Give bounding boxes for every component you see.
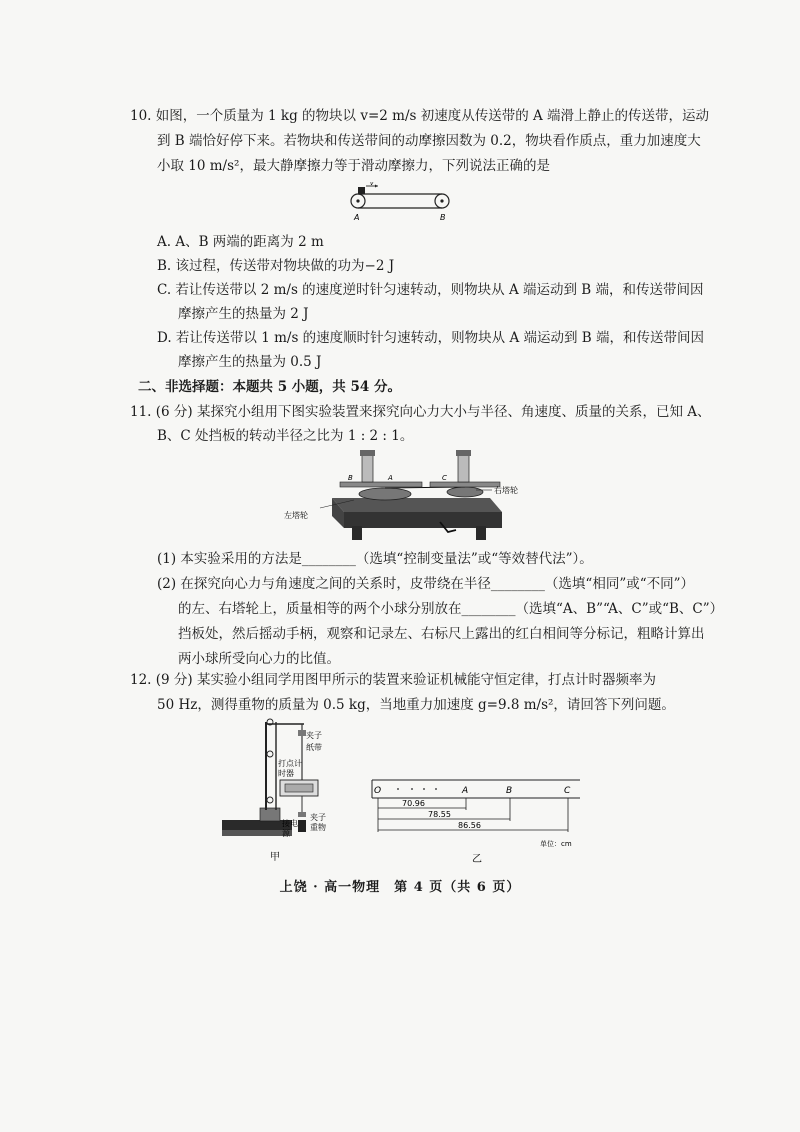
right-tower-pulley: [447, 487, 483, 497]
velocity-arrowhead: [375, 185, 378, 188]
caption-yi: 乙: [472, 854, 482, 865]
label-timer-1: 打点计: [278, 759, 302, 768]
q10-stem-line-2: 到 B 端恰好停下来。若物块和传送带间的动摩擦因数为 0.2，物块看作质点，重力加速度大: [157, 133, 701, 149]
q11-part-1: (1) 本实验采用的方法是________（选填“控制变量法”或“等效替代法”）。: [157, 551, 593, 567]
apparatus-leg-left: [352, 526, 362, 540]
top-clip: [298, 730, 306, 736]
distance-oa: 70.96: [402, 799, 425, 808]
q11-part-2-line-4: 两小球所受向心力的比值。: [178, 651, 340, 667]
q10-option-d-line-2: 摩擦产生的热量为 0.5 J: [178, 354, 322, 370]
baffle-label-b: B: [348, 474, 353, 482]
right-cap: [456, 450, 471, 456]
tape-dot: [397, 788, 399, 790]
q12-stem-line-2: 50 Hz，测得重物的质量为 0.5 kg，当地重力加速度 g=9.8 m/s²，请回答下列问题。: [157, 697, 675, 713]
label-right-tower: 右塔轮: [494, 486, 518, 495]
q11-stem-line-2: B、C 处挡板的转动半径之比为 1 : 2 : 1。: [157, 428, 414, 444]
q10-option-b: B. 该过程，传送带对物块做的功为−2 J: [157, 258, 395, 274]
q10-option-a: A. A、B 两端的距离为 2 m: [157, 234, 324, 250]
label-left-tower: 左塔轮: [284, 511, 308, 520]
tape-dot: [435, 788, 437, 790]
q11-part-2-line-1: (2) 在探究向心力与角速度之间的关系时，皮带绕在半径________（选填“相同”或“不同”）: [157, 576, 695, 592]
low-clamp-screw: [267, 797, 273, 803]
mid-clamp-screw: [267, 751, 273, 757]
q12-stem-line-1: 12. (9 分) 某实验小组同学用图甲所示的装置来验证机械能守恒定律，打点计时器频率为: [130, 672, 656, 688]
left-tower-pulley: [359, 488, 411, 500]
pulley-a-axle: [356, 199, 359, 202]
weight: [298, 820, 306, 832]
pulley-b-axle: [440, 199, 443, 202]
label-clip-bottom: 夹子: [310, 813, 326, 822]
q10-stem-line-3: 小取 10 m/s²，最大静摩擦力等于滑动摩擦力，下列说法正确的是: [157, 158, 550, 174]
page-footer: 上饶 · 高一物理 第 4 页（共 6 页）: [279, 880, 521, 895]
label-a: A: [354, 213, 360, 222]
label-tape: 纸带: [306, 743, 322, 752]
timer-window: [285, 784, 313, 792]
q10-option-c-line-2: 摩擦产生的热量为 2 J: [178, 306, 309, 322]
section-2-heading: 二、非选择题：本题共 5 小题，共 54 分。: [138, 379, 401, 395]
caption-jia: 甲: [270, 852, 280, 863]
conveyor-belt-figure: [340, 182, 460, 224]
label-timer-2: 时器: [278, 769, 294, 778]
point-label-a: A: [462, 786, 469, 796]
label-v: v: [370, 182, 374, 187]
point-label-b: B: [506, 786, 513, 796]
right-arm: [430, 482, 500, 487]
label-b: B: [440, 213, 446, 222]
tape-dot: [411, 788, 413, 790]
label-power-2: 源: [282, 829, 290, 838]
distance-oc: 86.56: [458, 821, 481, 830]
block: [358, 187, 365, 194]
q11-part-2-line-3: 挡板处，然后摇动手柄，观察和记录左、右标尺上露出的红白相间等分标记，粗略计算出: [178, 626, 705, 642]
point-label-c: C: [564, 786, 571, 796]
bottom-clip: [298, 812, 306, 817]
label-weight: 重物: [310, 823, 326, 832]
apparatus-leg-right: [476, 526, 486, 540]
stand-base: [260, 808, 280, 821]
tape-yi-figure: [368, 776, 588, 866]
baffle-label-c: C: [442, 474, 447, 482]
tape-dot: [423, 788, 425, 790]
q10-option-c-line-1: C. 若让传送带以 2 m/s 的速度逆时针匀速转动，则物块从 A 端运动到 B 端，和传送带间因: [157, 282, 704, 298]
left-arm: [340, 482, 422, 487]
apparatus-top-surface: [332, 498, 502, 512]
unit-label: 单位：cm: [540, 840, 572, 848]
apparatus-front-face: [344, 512, 502, 528]
distance-ob: 78.55: [428, 810, 451, 819]
q10-option-d-line-1: D. 若让传送带以 1 m/s 的速度顺时针匀速转动，则物块从 A 端运动到 B 端，和传送带间因: [157, 330, 704, 346]
left-cap: [360, 450, 375, 456]
q10-stem-line-1: 10. 如图，一个质量为 1 kg 的物块以 v=2 m/s 初速度从传送带的 A 端滑上静止的传送带，运动: [130, 108, 710, 124]
label-clip-top: 夹子: [306, 731, 322, 740]
q11-part-2-line-2: 的左、右塔轮上，质量相等的两个小球分别放在________（选填“A、B”“A、C”或“B、C”）: [178, 601, 724, 617]
centripetal-apparatus-figure: [280, 446, 540, 544]
right-column: [458, 454, 469, 482]
label-power-1: 接电: [282, 819, 298, 828]
apparatus-jia-figure: [222, 716, 372, 866]
baffle-label-a: A: [388, 474, 393, 482]
q11-stem-line-1: 11. (6 分) 某探究小组用下图实验装置来探究向心力大小与半径、角速度、质量的关系，已知 A、: [130, 404, 711, 420]
point-label-o: O: [374, 786, 382, 796]
left-column: [362, 454, 373, 482]
